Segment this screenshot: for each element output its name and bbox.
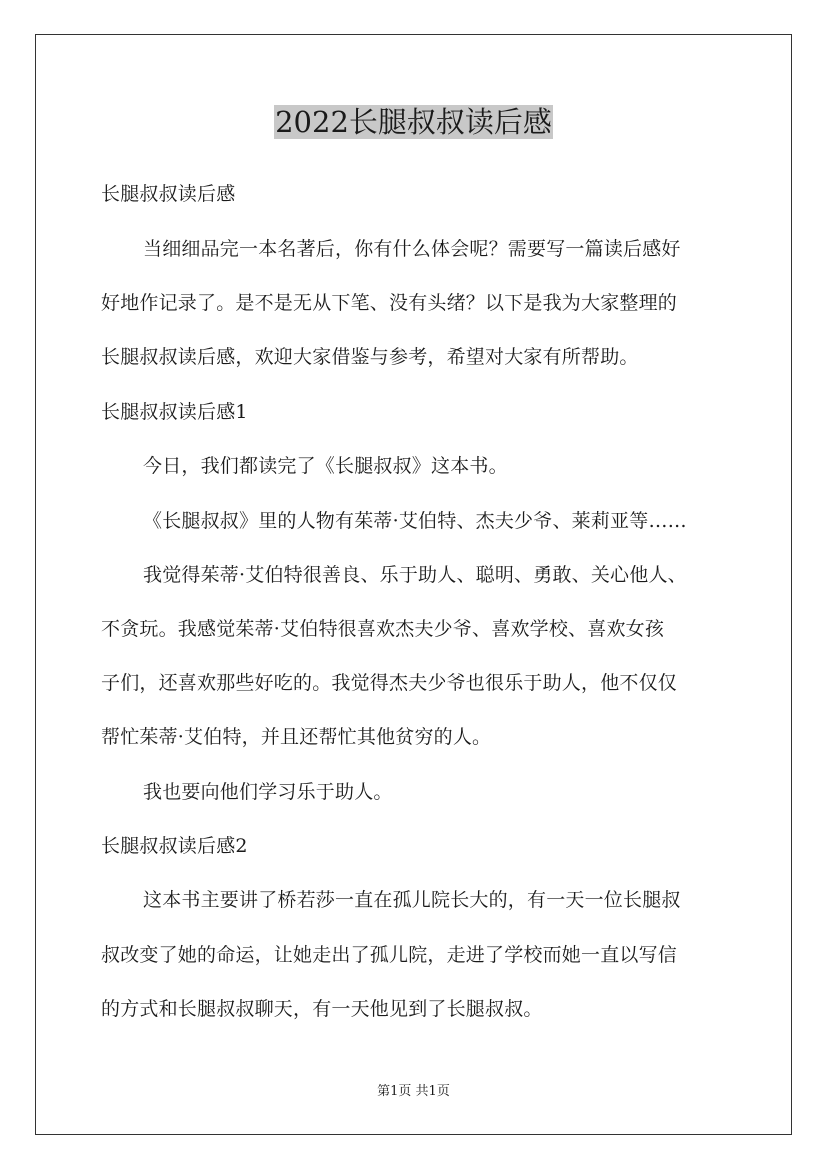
paragraph-line: 我觉得茱蒂·艾伯特很善良、乐于助人、聪明、勇敢、关心他人、 (143, 564, 687, 586)
paragraph-line: 叔改变了她的命运，让她走出了孤儿院，走进了学校而她一直以写信 (101, 944, 678, 966)
document-title (0, 102, 827, 142)
paragraph-line: 当细细品完一本名著后，你有什么体会呢？需要写一篇读后感好 (143, 238, 681, 260)
section-heading-intro: 长腿叔叔读后感 (101, 183, 236, 205)
paragraph-line: 我也要向他们学习乐于助人。 (143, 781, 393, 803)
paragraph-line: 帮忙茱蒂·艾伯特，并且还帮忙其他贫穷的人。 (101, 726, 492, 748)
paragraph-line: 《长腿叔叔》里的人物有茱蒂·艾伯特、杰夫少爷、莱莉亚等…… (143, 510, 687, 532)
paragraph-line: 这本书主要讲了桥若莎一直在孤儿院长大的，有一天一位长腿叔 (143, 889, 681, 911)
document-title-text: 2022长腿叔叔读后感 (275, 105, 552, 139)
paragraph-line: 好地作记录了。是不是无从下笔、没有头绪？以下是我为大家整理的 (101, 292, 678, 314)
section-heading-2: 长腿叔叔读后感2 (101, 835, 248, 857)
paragraph-line: 今日，我们都读完了《长腿叔叔》这本书。 (143, 455, 508, 477)
paragraph-line: 长腿叔叔读后感，欢迎大家借鉴与参考，希望对大家有所帮助。 (101, 346, 639, 368)
paragraph-line: 的方式和长腿叔叔聊天，有一天他见到了长腿叔叔。 (101, 998, 543, 1020)
paragraph-line: 不贪玩。我感觉茱蒂·艾伯特很喜欢杰夫少爷、喜欢学校、喜欢女孩 (101, 618, 665, 640)
section-heading-1: 长腿叔叔读后感1 (101, 401, 248, 423)
paragraph-line: 子们，还喜欢那些好吃的。我觉得杰夫少爷也很乐于助人，他不仅仅 (101, 672, 678, 694)
page-footer: 第1页 共1页 (377, 1084, 450, 1099)
